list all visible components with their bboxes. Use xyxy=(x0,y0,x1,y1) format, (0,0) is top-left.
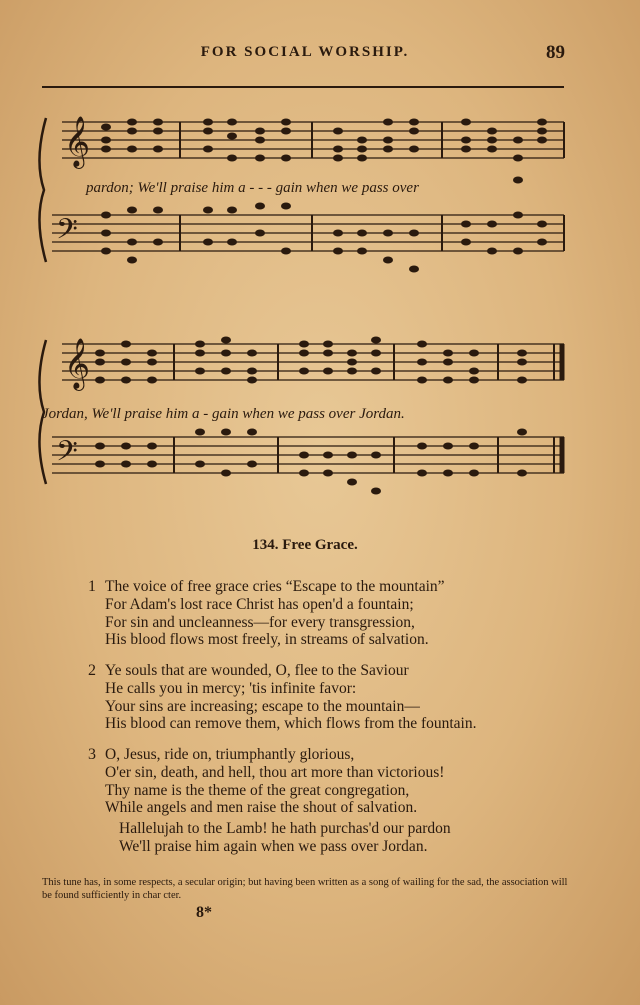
music-system-1 xyxy=(32,100,572,285)
running-header: FOR SOCIAL WORSHIP. xyxy=(200,44,410,60)
verse-number: 3 xyxy=(88,746,96,763)
verse-line: Your sins are increasing; escape to the mountain— xyxy=(105,698,420,715)
header-rule xyxy=(42,86,564,88)
chorus-line-1: Hallelujah to the Lamb! he hath purchas'd our pardon xyxy=(119,820,451,837)
verse-line: His blood flows most freely, in streams of salvation. xyxy=(105,631,429,648)
hymn-title: 134. Free Grace. xyxy=(252,537,358,553)
verse-number: 1 xyxy=(88,578,96,595)
verse-line: Thy name is the theme of the great congregation, xyxy=(105,782,410,799)
signature-mark: 8* xyxy=(196,904,212,921)
page-number: 89 xyxy=(546,42,565,63)
music-system-2 xyxy=(32,322,572,502)
verse-line: For Adam's lost race Christ has open'd a fountain; xyxy=(105,596,414,613)
verse-number: 2 xyxy=(88,662,96,679)
lyrics-line-2: Jordan, We'll praise him a - gain when we pass over Jordan. xyxy=(42,406,405,422)
lyrics-line-1: pardon; We'll praise him a - - - gain when we pass over xyxy=(86,180,419,196)
svg-text:𝄢: 𝄢 xyxy=(56,435,78,475)
verse-line: The voice of free grace cries “Escape to the mountain” xyxy=(105,578,445,595)
verse-2 xyxy=(88,662,608,734)
verse-line: For sin and uncleanness—for every transgression, xyxy=(105,614,415,631)
verse-line: He calls you in mercy; 'tis infinite favor: xyxy=(105,680,357,697)
chorus-line-2: We'll praise him again when we pass over Jordan. xyxy=(119,838,428,855)
footnote: This tune has, in some respects, a secular origin; but having been written as a song of wailing for the sad, the association will be found sufficiently in char cter. xyxy=(42,877,568,901)
verse-1 xyxy=(88,578,608,650)
svg-text:𝄞: 𝄞 xyxy=(64,116,91,167)
verse-3 xyxy=(88,746,608,818)
verse-line: O'er sin, death, and hell, thou art more than victorious! xyxy=(105,764,445,781)
verse-line: Ye souls that are wounded, O, flee to the Saviour xyxy=(105,662,409,679)
svg-text:𝄞: 𝄞 xyxy=(64,338,91,389)
verse-line: While angels and men raise the shout of salvation. xyxy=(105,799,418,816)
svg-text:𝄢: 𝄢 xyxy=(56,213,78,253)
verse-line: His blood can remove them, which flows from the fountain. xyxy=(105,715,477,732)
verse-line: O, Jesus, ride on, triumphantly glorious, xyxy=(105,746,355,763)
